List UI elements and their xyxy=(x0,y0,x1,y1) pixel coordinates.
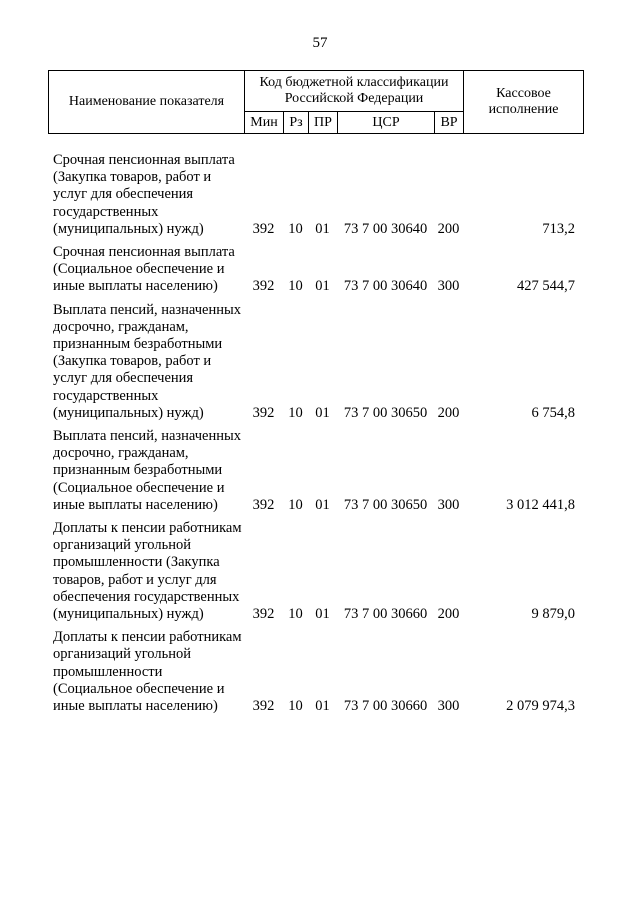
cash-execution-amount: 9 879,0 xyxy=(531,606,575,623)
section-code: 10 xyxy=(288,496,303,513)
indicator-name: Срочная пенсионная выплата (Закупка товаров, работ и услуг для обеспечения государственных (муниципальных) нужд) xyxy=(53,152,235,237)
table-row xyxy=(48,302,583,428)
subsection-code: 01 xyxy=(315,220,330,237)
cash-execution-amount: 6 754,8 xyxy=(531,404,575,421)
table-row xyxy=(48,629,583,721)
subsection-code: 01 xyxy=(315,496,330,513)
target-article-code: 73 7 00 30650 xyxy=(343,404,428,421)
section-code: 10 xyxy=(288,278,303,295)
table-row xyxy=(48,520,583,629)
column-header-code-group: Код бюджетной классификации Российской Федерации xyxy=(245,71,464,112)
column-header-name: Наименование показателя xyxy=(49,71,245,134)
cash-execution-amount: 3 012 441,8 xyxy=(506,496,575,513)
column-header-rz: Рз xyxy=(284,112,309,134)
ministry-code: 392 xyxy=(252,278,275,295)
table-body xyxy=(48,152,583,721)
indicator-name: Срочная пенсионная выплата (Социальное обеспечение и иные выплаты населению) xyxy=(53,244,235,295)
indicator-name: Выплата пенсий, назначенных досрочно, гражданам, признанным безработными (Закупка товаров, работ и услуг для обеспечения государственных (муниципальных) нужд) xyxy=(53,301,241,421)
column-header-vr: ВР xyxy=(435,112,464,134)
ministry-code: 392 xyxy=(252,220,275,237)
cash-execution-amount: 2 079 974,3 xyxy=(506,698,575,715)
subsection-code: 01 xyxy=(315,278,330,295)
column-header-amount: Кассовое исполнение xyxy=(464,71,584,134)
target-article-code: 73 7 00 30660 xyxy=(343,698,428,715)
indicator-name: Доплаты к пенсии работникам организаций угольной промышленности (Социальное обеспечение и иные выплаты населению) xyxy=(53,629,242,715)
section-code: 10 xyxy=(288,606,303,623)
expense-type-code: 200 xyxy=(437,404,460,421)
expense-type-code: 200 xyxy=(437,606,460,623)
target-article-code: 73 7 00 30640 xyxy=(343,278,428,295)
ministry-code: 392 xyxy=(252,698,275,715)
column-header-min: Мин xyxy=(245,112,284,134)
section-code: 10 xyxy=(288,404,303,421)
target-article-code: 73 7 00 30650 xyxy=(343,496,428,513)
table-row xyxy=(48,428,583,520)
expense-type-code: 300 xyxy=(437,278,460,295)
ministry-code: 392 xyxy=(252,496,275,513)
target-article-code: 73 7 00 30640 xyxy=(343,220,428,237)
ministry-code: 392 xyxy=(252,606,275,623)
subsection-code: 01 xyxy=(315,404,330,421)
table-row xyxy=(48,152,583,244)
cash-execution-amount: 713,2 xyxy=(542,220,575,237)
expense-type-code: 300 xyxy=(437,496,460,513)
table-row xyxy=(48,244,583,302)
cash-execution-amount: 427 544,7 xyxy=(517,278,575,295)
indicator-name: Доплаты к пенсии работникам организаций угольной промышленности (Закупка товаров, работ и услуг для обеспечения государственных (муниципальных) нужд) xyxy=(53,520,242,623)
column-header-pr: ПР xyxy=(309,112,338,134)
target-article-code: 73 7 00 30660 xyxy=(343,606,428,623)
subsection-code: 01 xyxy=(315,698,330,715)
subsection-code: 01 xyxy=(315,606,330,623)
page-number: 57 xyxy=(312,35,328,51)
column-header-csr: ЦСР xyxy=(338,112,435,134)
expense-type-code: 200 xyxy=(437,220,460,237)
section-code: 10 xyxy=(288,220,303,237)
indicator-name: Выплата пенсий, назначенных досрочно, гражданам, признанным безработными (Социальное обеспечение и иные выплаты населению) xyxy=(53,428,241,513)
ministry-code: 392 xyxy=(252,404,275,421)
section-code: 10 xyxy=(288,698,303,715)
table-header xyxy=(48,70,584,134)
expense-type-code: 300 xyxy=(437,698,460,715)
